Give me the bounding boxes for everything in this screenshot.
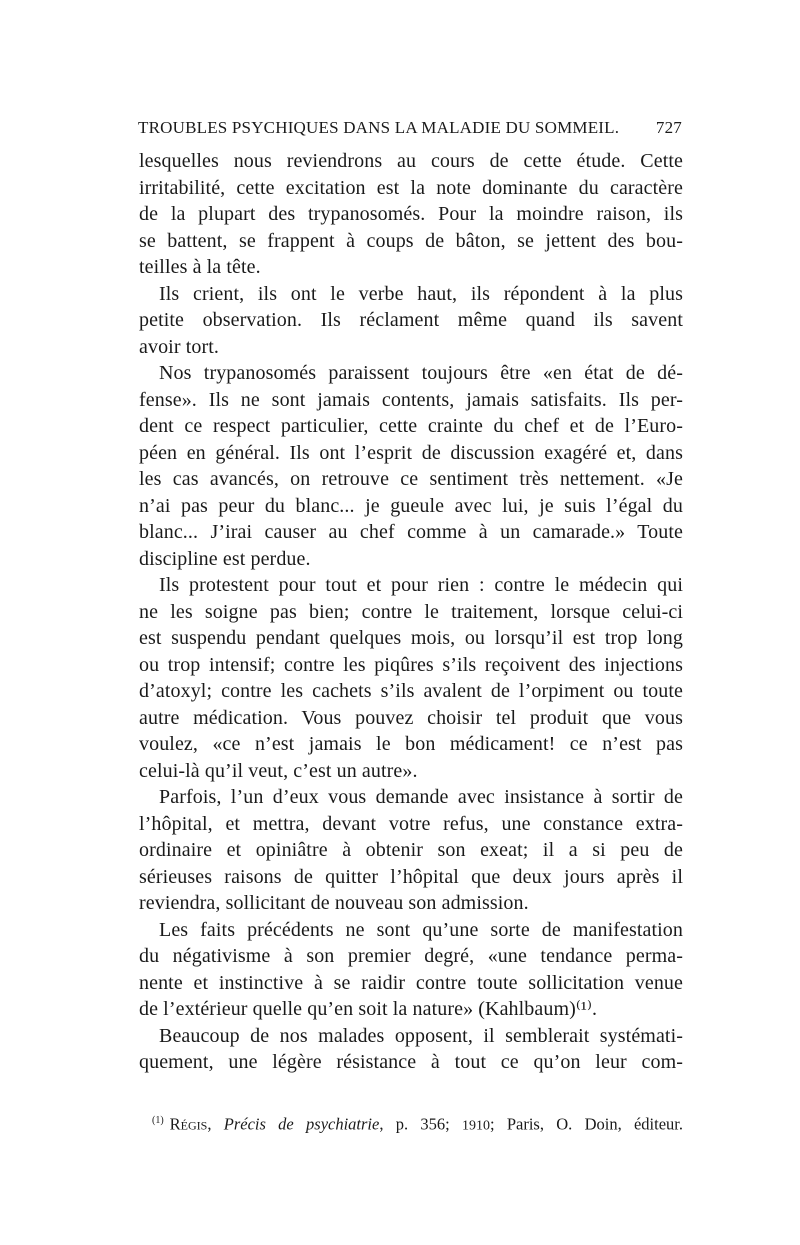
text-line: fense». Ils ne sont jamais contents, jamais satisfaits. Ils per- [139, 388, 683, 411]
text-line: Parfois, l’un d’eux vous demande avec insistance à sortir de [159, 786, 683, 808]
footnote-year: 1910 [462, 1118, 490, 1134]
text-line: se battent, se frappent à coups de bâton, se jettent des bou- [139, 229, 683, 252]
running-title: TROUBLES PSYCHIQUES DANS LA MALADIE DU SOMMEIL. [138, 118, 620, 137]
text-line: n’ai pas peur du blanc... je gueule avec lui, je suis l’égal du [139, 494, 683, 517]
text-line: quement, une légère résistance à tout ce qu’on leur com- [139, 1051, 683, 1073]
text-line: discipline est perdue. [139, 547, 311, 570]
running-header [138, 118, 682, 144]
text-line: Nos trypanosomés paraissent toujours être «en état de dé- [159, 362, 683, 384]
footnote-title: Précis de psychiatrie [223, 1114, 380, 1134]
footnote-page-ref: , p. 356; [379, 1114, 462, 1134]
footnote-publisher: ; Paris, O. Doin, éditeur. [490, 1114, 683, 1134]
text-line: reviendra, sollicitant de nouveau son admission. [139, 892, 529, 914]
text-line: Beaucoup de nos malades opposent, il semblerait systémati- [159, 1024, 683, 1047]
text-line: celui-là qu’il veut, c’est un autre». [139, 759, 418, 782]
body-text [139, 148, 683, 1076]
text-line: Ils crient, ils ont le verbe haut, ils répondent à la plus [159, 282, 683, 305]
text-line: dent ce respect particulier, cette crainte du chef et de l’Euro- [139, 415, 683, 437]
text-line: l’hôpital, et mettra, devant votre refus, une constance extra- [139, 812, 683, 835]
text-line: sérieuses raisons de quitter l’hôpital que deux jours après il [139, 865, 683, 888]
text-line: d’atoxyl; contre les cachets s’ils avalent de l’orpiment ou toute [139, 680, 683, 702]
text-line: voulez, «ce n’est jamais le bon médicament! ce n’est pas [139, 733, 683, 755]
text-line: du négativisme à son premier degré, «une tendance perma- [139, 945, 683, 967]
text-line: blanc... J’irai causer au chef comme à un camarade.» Toute [139, 521, 683, 543]
text-line: nente et instinctive à se raidir contre toute sollicitation venue [139, 971, 683, 994]
text-line: Ils protestent pour tout et pour rien : contre le médecin qui [159, 574, 683, 596]
text-line: irritabilité, cette excitation est la note dominante du caractère [139, 176, 683, 199]
text-line: ne les soigne pas bien; contre le traitement, lorsque celui-ci [139, 600, 683, 623]
text-line: péen en général. Ils ont l’esprit de discussion exagéré et, dans [139, 441, 683, 464]
text-line: Les faits précédents ne sont qu’une sorte de manifestation [159, 918, 683, 941]
text-line: est suspendu pendant quelques mois, ou lorsqu’il est trop long [139, 627, 683, 649]
text-line: de la plupart des trypanosomés. Pour la moindre raison, ils [139, 203, 683, 225]
text-line: de l’extérieur quelle qu’en soit la nature» (Kahlbaum)⁽¹⁾. [139, 998, 598, 1020]
text-line: ou trop intensif; contre les piqûres s’ils reçoivent des injections [139, 653, 683, 676]
footnote-marker: (1) [152, 1115, 164, 1126]
text-line: ordinaire et opiniâtre à obtenir son exeat; il a si peu de [139, 839, 683, 861]
text-line: teilles à la tête. [139, 256, 261, 278]
text-line: avoir tort. [139, 335, 219, 358]
text-line: les cas avancés, on retrouve ce sentiment très nettement. «Je [139, 468, 683, 490]
text-line: petite observation. Ils réclament même quand ils savent [139, 309, 683, 331]
text-line: autre médication. Vous pouvez choisir tel produit que vous [139, 706, 683, 729]
page-number: 727 [655, 118, 682, 137]
text-line: lesquelles nous reviendrons au cours de cette étude. Cette [139, 150, 683, 172]
footnote-author: Régis [169, 1114, 208, 1134]
footnote-separator: , [207, 1114, 224, 1134]
footnote [152, 1110, 683, 1138]
